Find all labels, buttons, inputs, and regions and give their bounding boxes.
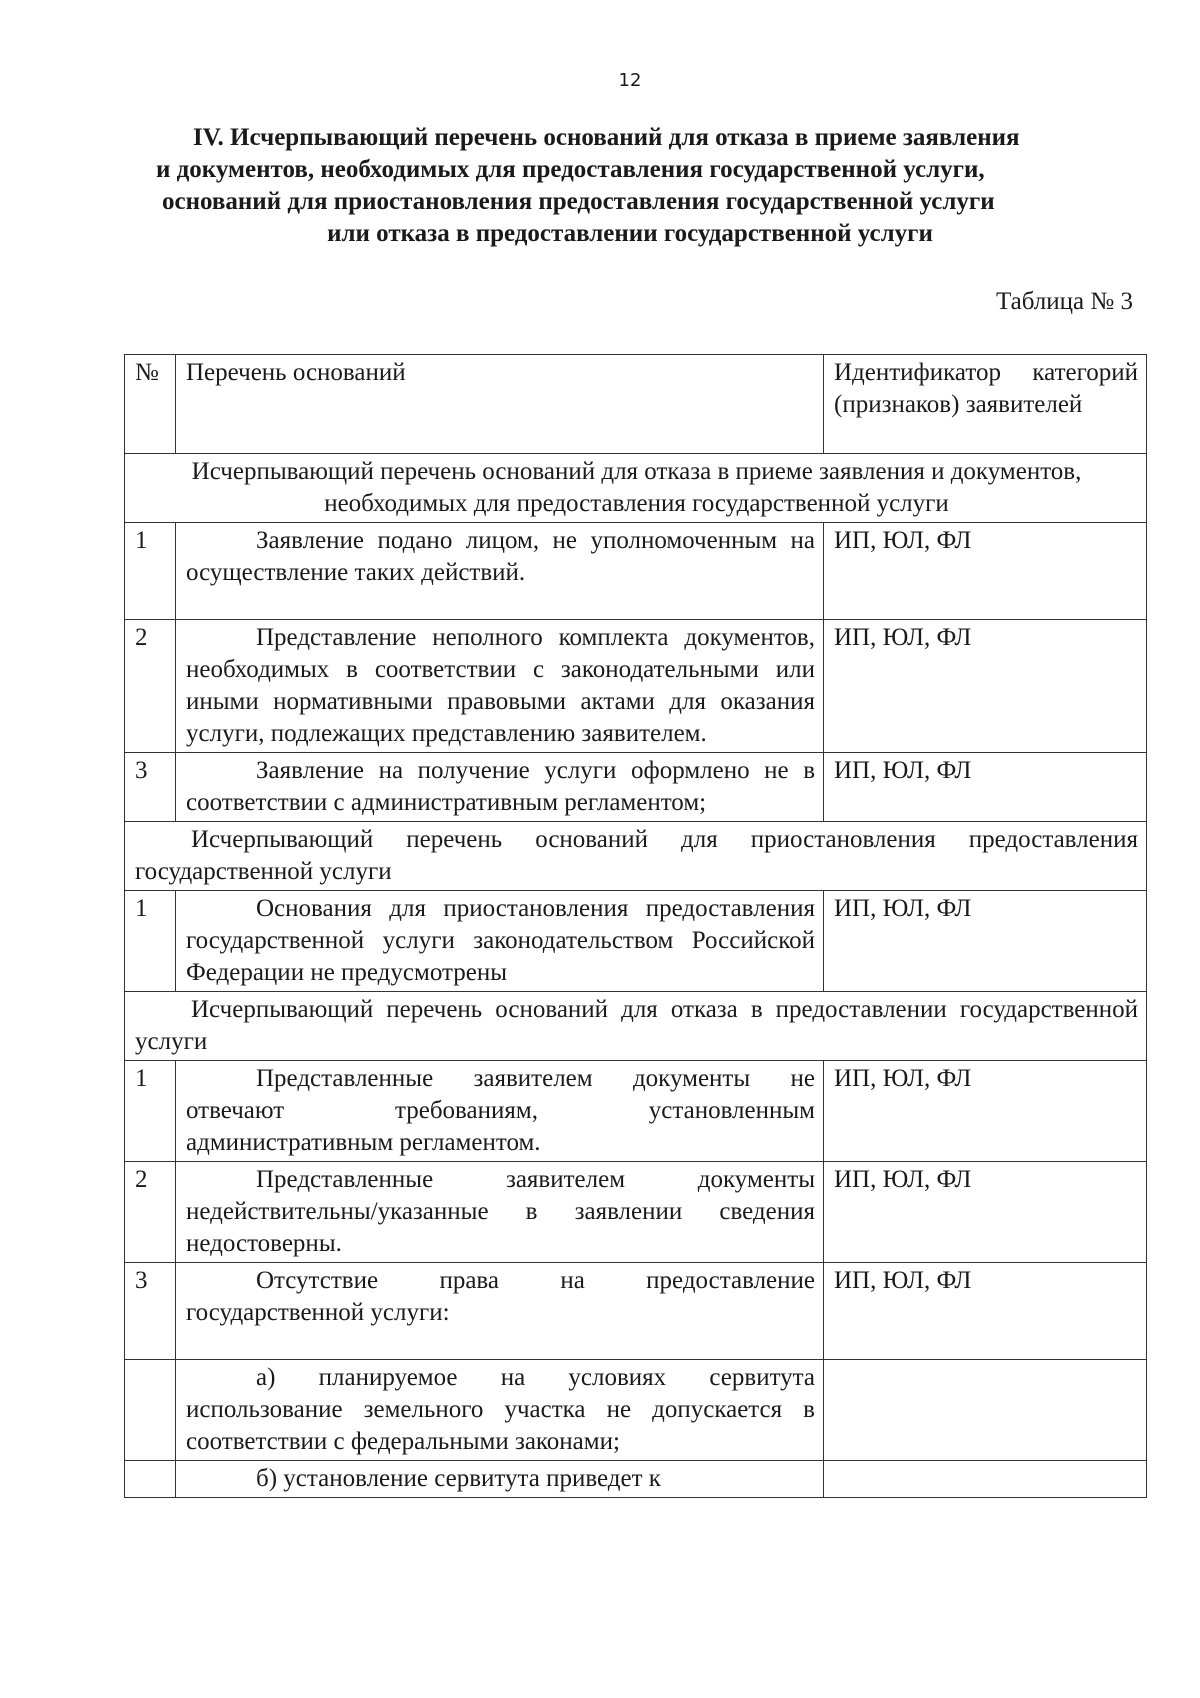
row-identifier: ИП, ЮЛ, ФЛ [824,1263,1147,1360]
row-identifier: ИП, ЮЛ, ФЛ [824,1162,1147,1263]
section-row [125,822,1147,891]
row-identifier: ИП, ЮЛ, ФЛ [824,620,1147,753]
table-caption: Таблица № 3 [995,288,1133,315]
row-num: 3 [125,1263,176,1360]
row-reason: Представленные заявителем документы не отвечают требованиям, установленным административным регламентом. [176,1061,824,1162]
page-number: 12 [618,70,642,91]
row-num: 2 [125,1162,176,1263]
table-header-row [125,355,1147,454]
header-reasons: Перечень оснований [176,355,824,454]
row-identifier [824,1360,1147,1461]
row-identifier [824,1461,1147,1498]
row-num: 3 [125,753,176,822]
table-row [125,523,1147,620]
header-num: № [125,355,176,454]
heading-line-3: оснований для приостановления предоставления государственной услуги [162,188,995,215]
row-reason: Представление неполного комплекта документов, необходимых в соответствии с законодательными или иными нормативными правовыми актами для оказания услуги, подлежащих представлению заявителем. [176,620,824,753]
table-row [125,753,1147,822]
row-reason: Основания для приостановления предоставления государственной услуги законодательством Российской Федерации не предусмотрены [176,891,824,992]
row-num [125,1360,176,1461]
section-row [125,454,1147,523]
section-heading [120,122,1140,250]
heading-line-2: и документов, необходимых для предоставления государственной услуги, [156,156,985,183]
section-row [125,992,1147,1061]
row-identifier: ИП, ЮЛ, ФЛ [824,891,1147,992]
row-reason: Заявление на получение услуги оформлено не в соответствии с административным регламентом; [176,753,824,822]
row-reason: а) планируемое на условиях сервитута использование земельного участка не допускается в соответствии с федеральными законами; [176,1360,824,1461]
row-reason: Отсутствие права на предоставление государственной услуги: [176,1263,824,1360]
row-identifier: ИП, ЮЛ, ФЛ [824,523,1147,620]
table-row [125,620,1147,753]
section-title-suspension: Исчерпывающий перечень оснований для приостановления предоставления государственной услуги [125,822,1147,891]
row-num: 1 [125,1061,176,1162]
table-row [125,1162,1147,1263]
section-title-refusal-acceptance: Исчерпывающий перечень оснований для отказа в приеме заявления и документов, необходимых для предоставления государственной услуги [125,454,1147,523]
table-row [125,1360,1147,1461]
row-num: 1 [125,523,176,620]
row-identifier: ИП, ЮЛ, ФЛ [824,753,1147,822]
row-num: 2 [125,620,176,753]
row-num [125,1461,176,1498]
section-title-refusal-provision: Исчерпывающий перечень оснований для отказа в предоставлении государственной услуги [125,992,1147,1061]
heading-line-4: или отказа в предоставлении государственной услуги [327,220,933,247]
row-reason: Заявление подано лицом, не уполномоченным на осуществление таких действий. [176,523,824,620]
table-row [125,891,1147,992]
row-reason: Представленные заявителем документы недействительны/указанные в заявлении сведения недостоверны. [176,1162,824,1263]
row-reason: б) установление сервитута приведет к [176,1461,824,1498]
grounds-table [124,354,1147,1498]
heading-line-1: IV. Исчерпывающий перечень оснований для отказа в приеме заявления [193,124,1020,151]
table-row [125,1461,1147,1498]
row-identifier: ИП, ЮЛ, ФЛ [824,1061,1147,1162]
table-row [125,1263,1147,1360]
row-num: 1 [125,891,176,992]
header-identifier: Идентификатор категорий (признаков) заявителей [824,355,1147,454]
table-row [125,1061,1147,1162]
